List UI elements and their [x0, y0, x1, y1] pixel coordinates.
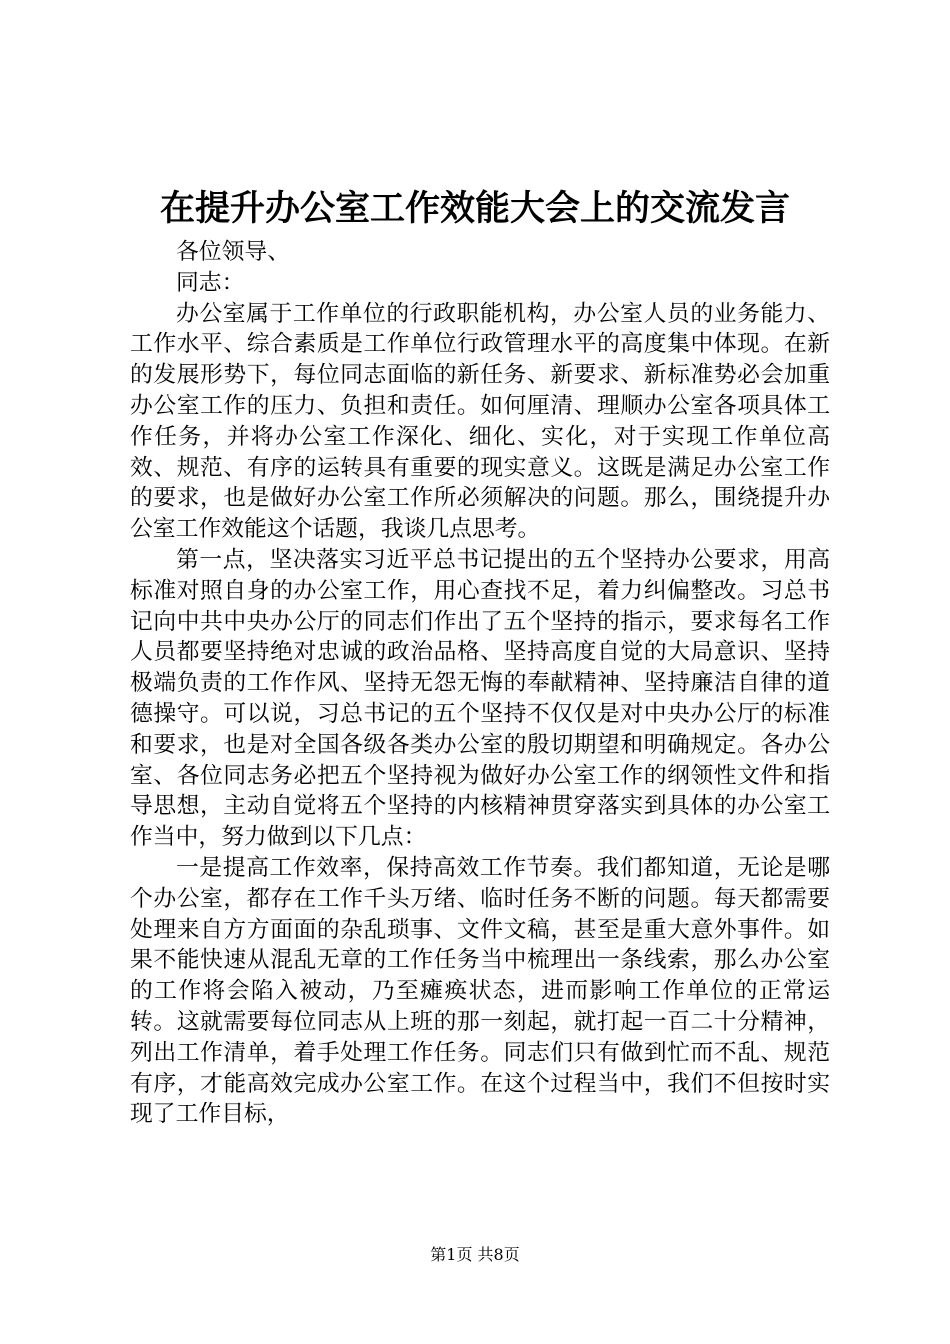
salutation-line: 同志： — [176, 269, 245, 296]
document-title: 在提升办公室工作效能大会上的交流发言 — [159, 188, 790, 229]
body-paragraph: 办公室属于工作单位的行政职能机构，办公室人员的业务能力、工作水平、综合素质是工作单位行政管理水平的高度集中体现。在新的发展形势下，每位同志面临的新任务、新要求、新标准势必会加重办公室工作的压力、负担和责任。如何厘清、理顺办公室各项具体工作任务，并将办公室工作深化、细化、实化，对于实现工作单位高效、规范、有序的运转具有重要的现实意义。这既是满足办公室工作的要求，也是做好办公室工作所必须解决的问题。那么，围绕提升办公室工作效能这个话题，我谈几点思考。 — [130, 300, 830, 543]
page-footer: 第1页 共8页 — [430, 1245, 520, 1264]
salutation-line: 各位领导、 — [176, 239, 290, 265]
body-paragraph: 第一点，坚决落实习近平总书记提出的五个坚持办公要求，用高标准对照自身的办公室工作，用心查找不足，着力纠偏整改。习总书记向中共中央办公厅的同志们作出了五个坚持的指示，要求每名工作人员都要坚持绝对忠诚的政治品格、坚持高度自觉的大局意识、坚持极端负责的工作作风、坚持无怨无悔的奉献精神、坚持廉洁自律的道德操守。可以说，习总书记的五个坚持不仅仅是对中央办公厅的标准和要求，也是对全国各级各类办公室的殷切期望和明确规定。各办公室、各位同志务必把五个坚持视为做好办公室工作的纲领性文件和指导思想，主动自觉将五个坚持的内核精神贯穿落实到具体的办公室工作当中，努力做到以下几点： — [130, 546, 830, 851]
document-body — [130, 237, 830, 1130]
body-paragraph: 一是提高工作效率，保持高效工作节奏。我们都知道，无论是哪个办公室，都存在工作千头万绪、临时任务不断的问题。每天都需要处理来自方方面面的杂乱琐事、文件文稿，甚至是重大意外事件。如果不能快速从混乱无章的工作任务当中梳理出一条线索，那么办公室的工作将会陷入被动，乃至瘫痪状态，进而影响工作单位的正常运转。这就需要每位同志从上班的那一刻起，就打起一百二十分精神，列出工作清单，着手处理工作任务。同志们只有做到忙而不乱、规范有序，才能高效完成办公室工作。在这个过程当中，我们不但按时实现了工作目标， — [130, 854, 830, 1128]
